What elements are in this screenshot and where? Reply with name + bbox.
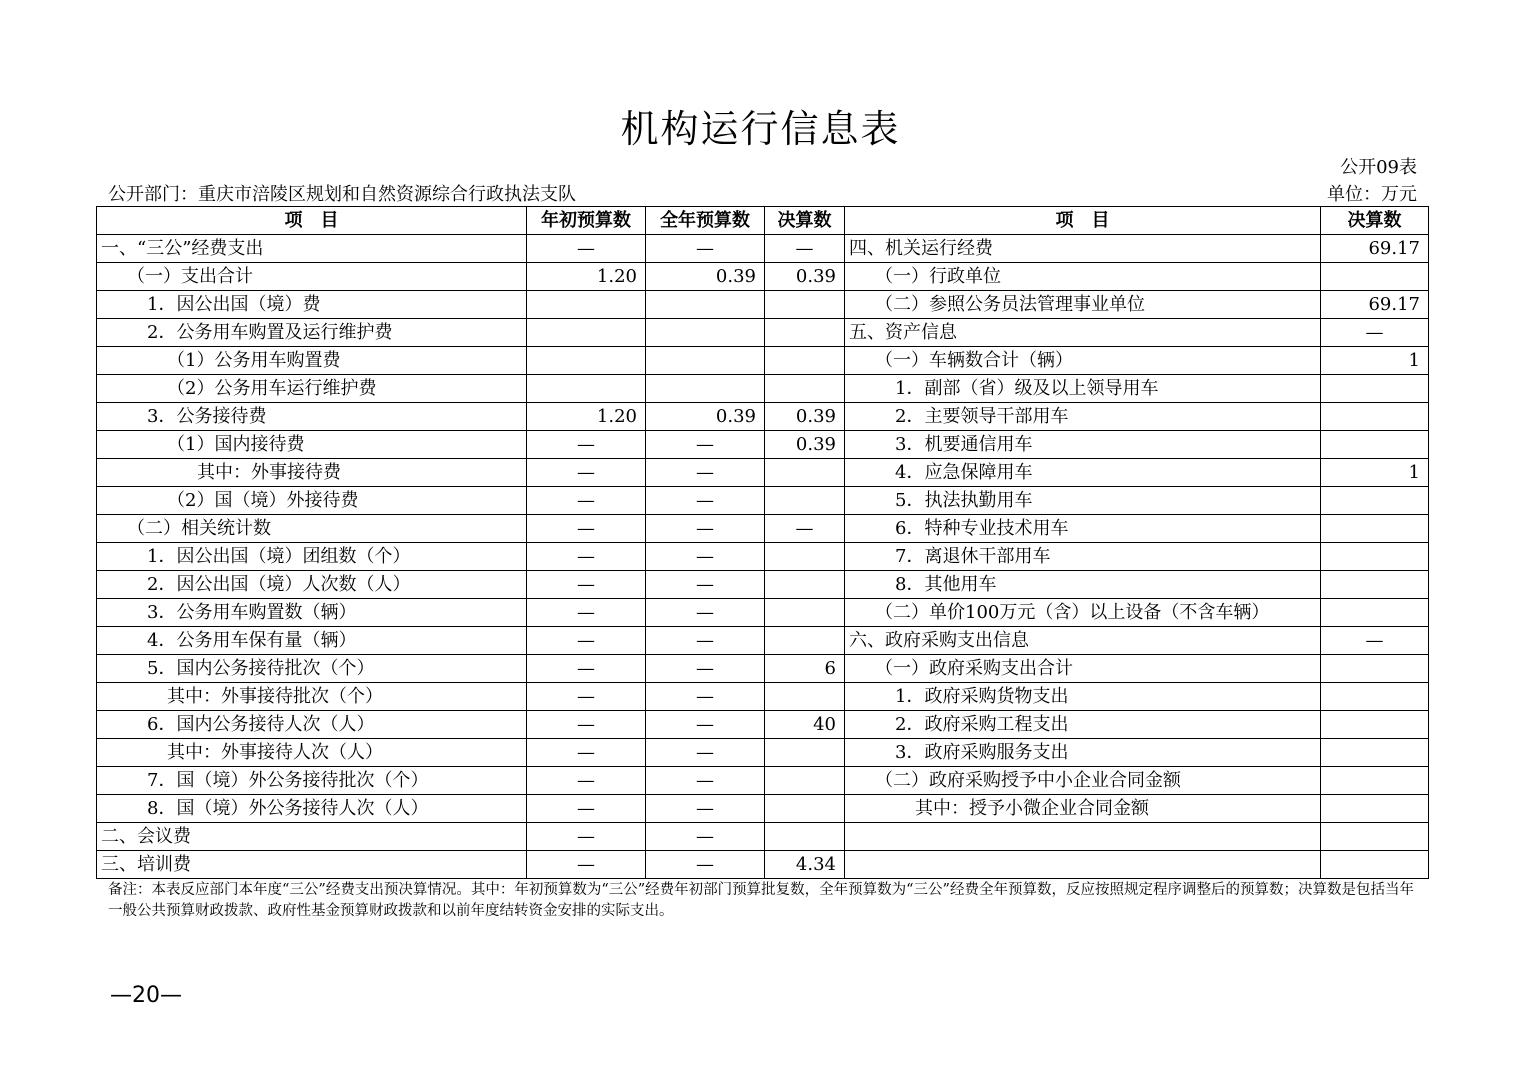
- budget-initial-cell: —: [527, 795, 646, 823]
- right-item-cell: （二）参照公务员法管理事业单位: [845, 291, 1321, 319]
- budget-full-cell: —: [646, 235, 765, 263]
- right-item-cell: 3．机要通信用车: [845, 431, 1321, 459]
- page-title: 机构运行信息表: [620, 107, 901, 151]
- right-item-cell: （一）行政单位: [845, 263, 1321, 291]
- final-left-cell: 0.39: [765, 431, 845, 459]
- budget-initial-cell: —: [527, 235, 646, 263]
- right-item-cell: [845, 851, 1321, 879]
- table-row: [97, 571, 1429, 599]
- budget-initial-cell: —: [527, 515, 646, 543]
- table-row: [97, 459, 1429, 487]
- budget-full-cell: —: [646, 711, 765, 739]
- left-item-cell: （二）相关统计数: [97, 515, 527, 543]
- table-row: [97, 627, 1429, 655]
- budget-full-cell: [646, 347, 765, 375]
- budget-initial-cell: —: [527, 487, 646, 515]
- header-final-left: 决算数: [765, 207, 845, 235]
- right-item-cell: 6．特种专业技术用车: [845, 515, 1321, 543]
- final-left-cell: —: [765, 235, 845, 263]
- budget-full-cell: —: [646, 795, 765, 823]
- table-row: [97, 543, 1429, 571]
- budget-initial-cell: —: [527, 543, 646, 571]
- budget-initial-cell: —: [527, 655, 646, 683]
- budget-initial-cell: [527, 291, 646, 319]
- right-item-cell: [845, 823, 1321, 851]
- table-row: [97, 375, 1429, 403]
- budget-full-cell: —: [646, 851, 765, 879]
- final-right-cell: 1: [1321, 459, 1429, 487]
- budget-full-cell: 0.39: [646, 403, 765, 431]
- budget-initial-cell: —: [527, 627, 646, 655]
- budget-initial-cell: 1.20: [527, 263, 646, 291]
- budget-initial-cell: [527, 375, 646, 403]
- table-header-row: [97, 207, 1429, 235]
- right-item-cell: （二）政府采购授予中小企业合同金额: [845, 767, 1321, 795]
- final-left-cell: [765, 347, 845, 375]
- final-left-cell: [765, 599, 845, 627]
- table-row: [97, 767, 1429, 795]
- budget-full-cell: —: [646, 459, 765, 487]
- left-item-cell: 8．国（境）外公务接待人次（人）: [97, 795, 527, 823]
- left-item-cell: （1）国内接待费: [97, 431, 527, 459]
- budget-full-cell: —: [646, 515, 765, 543]
- final-left-cell: —: [765, 515, 845, 543]
- budget-full-cell: —: [646, 571, 765, 599]
- left-item-cell: 其中：外事接待人次（人）: [97, 739, 527, 767]
- final-left-cell: 4.34: [765, 851, 845, 879]
- left-item-cell: 5．国内公务接待批次（个）: [97, 655, 527, 683]
- final-right-cell: [1321, 767, 1429, 795]
- budget-full-cell: —: [646, 655, 765, 683]
- table-row: [97, 487, 1429, 515]
- left-item-cell: 6．国内公务接待人次（人）: [97, 711, 527, 739]
- budget-full-cell: [646, 375, 765, 403]
- right-item-cell: （一）政府采购支出合计: [845, 655, 1321, 683]
- budget-initial-cell: [527, 319, 646, 347]
- table-row: [97, 319, 1429, 347]
- final-right-cell: [1321, 487, 1429, 515]
- final-right-cell: [1321, 403, 1429, 431]
- final-right-cell: [1321, 711, 1429, 739]
- budget-initial-cell: —: [527, 599, 646, 627]
- budget-full-cell: 0.39: [646, 263, 765, 291]
- budget-full-cell: [646, 291, 765, 319]
- budget-full-cell: [646, 319, 765, 347]
- budget-full-cell: —: [646, 431, 765, 459]
- table-code: 公开09表: [1340, 157, 1417, 178]
- budget-initial-cell: —: [527, 739, 646, 767]
- right-item-cell: 1．副部（省）级及以上领导用车: [845, 375, 1321, 403]
- final-right-cell: [1321, 375, 1429, 403]
- department-label: 公开部门：重庆市涪陵区规划和自然资源综合行政执法支队: [108, 184, 576, 205]
- right-item-cell: 2．政府采购工程支出: [845, 711, 1321, 739]
- right-item-cell: 1．政府采购货物支出: [845, 683, 1321, 711]
- final-left-cell: [765, 571, 845, 599]
- final-right-cell: —: [1321, 319, 1429, 347]
- final-right-cell: [1321, 851, 1429, 879]
- final-left-cell: [765, 767, 845, 795]
- final-right-cell: [1321, 823, 1429, 851]
- budget-full-cell: —: [646, 739, 765, 767]
- final-right-cell: [1321, 683, 1429, 711]
- final-left-cell: [765, 319, 845, 347]
- final-left-cell: 6: [765, 655, 845, 683]
- table-row: [97, 599, 1429, 627]
- table-row: [97, 711, 1429, 739]
- header-budget-full: 全年预算数: [646, 207, 765, 235]
- budget-initial-cell: —: [527, 823, 646, 851]
- budget-initial-cell: —: [527, 767, 646, 795]
- budget-full-cell: —: [646, 599, 765, 627]
- final-right-cell: [1321, 571, 1429, 599]
- final-left-cell: [765, 459, 845, 487]
- right-item-cell: 8．其他用车: [845, 571, 1321, 599]
- budget-full-cell: —: [646, 823, 765, 851]
- final-left-cell: [765, 823, 845, 851]
- budget-initial-cell: 1.20: [527, 403, 646, 431]
- final-left-cell: 40: [765, 711, 845, 739]
- unit-label: 单位：万元: [1327, 184, 1417, 205]
- budget-initial-cell: —: [527, 431, 646, 459]
- right-item-cell: 2．主要领导干部用车: [845, 403, 1321, 431]
- table-row: [97, 655, 1429, 683]
- table-row: [97, 683, 1429, 711]
- budget-initial-cell: —: [527, 459, 646, 487]
- header-left-item: 项 目: [97, 207, 527, 235]
- left-item-cell: 4．公务用车保有量（辆）: [97, 627, 527, 655]
- right-item-cell: （二）单价100万元（含）以上设备（不含车辆）: [845, 599, 1321, 627]
- left-item-cell: 1．因公出国（境）团组数（个）: [97, 543, 527, 571]
- left-item-cell: （1）公务用车购置费: [97, 347, 527, 375]
- right-item-cell: 7．离退休干部用车: [845, 543, 1321, 571]
- final-right-cell: 69.17: [1321, 291, 1429, 319]
- table-row: [97, 235, 1429, 263]
- final-right-cell: 69.17: [1321, 235, 1429, 263]
- final-right-cell: [1321, 431, 1429, 459]
- left-item-cell: 二、会议费: [97, 823, 527, 851]
- table-row: [97, 263, 1429, 291]
- final-left-cell: [765, 795, 845, 823]
- left-item-cell: 其中：外事接待批次（个）: [97, 683, 527, 711]
- final-right-cell: [1321, 515, 1429, 543]
- left-item-cell: 2．因公出国（境）人次数（人）: [97, 571, 527, 599]
- final-right-cell: [1321, 543, 1429, 571]
- final-left-cell: 0.39: [765, 263, 845, 291]
- budget-full-cell: —: [646, 543, 765, 571]
- table-body: [97, 235, 1429, 879]
- final-right-cell: [1321, 655, 1429, 683]
- header-right-item: 项 目: [845, 207, 1321, 235]
- right-item-cell: 其中：授予小微企业合同金额: [845, 795, 1321, 823]
- footnote: 备注：本表反应部门本年度“三公”经费支出预决算情况。其中：年初预算数为“三公”经费年初部门预算批复数，全年预算数为“三公”经费全年预算数，反应按照规定程序调整后的预算数；决算数是包括当年一般公共预算财政拨款、政府性基金预算财政拨款和以前年度结转资金安排的实际支出。: [108, 882, 1414, 919]
- table-row: [97, 515, 1429, 543]
- final-left-cell: [765, 739, 845, 767]
- final-left-cell: [765, 543, 845, 571]
- left-item-cell: 2．公务用车购置及运行维护费: [97, 319, 527, 347]
- budget-full-cell: —: [646, 627, 765, 655]
- left-item-cell: 3．公务接待费: [97, 403, 527, 431]
- page-number: —20—: [110, 983, 182, 1008]
- final-right-cell: [1321, 599, 1429, 627]
- final-right-cell: [1321, 263, 1429, 291]
- table-row: [97, 291, 1429, 319]
- table-row: [97, 795, 1429, 823]
- final-right-cell: —: [1321, 627, 1429, 655]
- left-item-cell: （一）支出合计: [97, 263, 527, 291]
- final-left-cell: 0.39: [765, 403, 845, 431]
- table-row: [97, 823, 1429, 851]
- table-row: [97, 739, 1429, 767]
- left-item-cell: （2）公务用车运行维护费: [97, 375, 527, 403]
- info-table: [96, 206, 1429, 879]
- table-row: [97, 851, 1429, 879]
- final-left-cell: [765, 487, 845, 515]
- left-item-cell: 1．因公出国（境）费: [97, 291, 527, 319]
- left-item-cell: 其中：外事接待费: [97, 459, 527, 487]
- final-right-cell: [1321, 795, 1429, 823]
- right-item-cell: 四、机关运行经费: [845, 235, 1321, 263]
- final-left-cell: [765, 375, 845, 403]
- budget-initial-cell: —: [527, 711, 646, 739]
- budget-full-cell: —: [646, 683, 765, 711]
- table-row: [97, 403, 1429, 431]
- final-left-cell: [765, 627, 845, 655]
- budget-initial-cell: [527, 347, 646, 375]
- table-row: [97, 431, 1429, 459]
- header-budget-initial: 年初预算数: [527, 207, 646, 235]
- table-row: [97, 347, 1429, 375]
- right-item-cell: 5．执法执勤用车: [845, 487, 1321, 515]
- final-left-cell: [765, 683, 845, 711]
- right-item-cell: 六、政府采购支出信息: [845, 627, 1321, 655]
- left-item-cell: 三、培训费: [97, 851, 527, 879]
- right-item-cell: （一）车辆数合计（辆）: [845, 347, 1321, 375]
- final-left-cell: [765, 291, 845, 319]
- left-item-cell: 3．公务用车购置数（辆）: [97, 599, 527, 627]
- final-right-cell: 1: [1321, 347, 1429, 375]
- header-final-right: 决算数: [1321, 207, 1429, 235]
- budget-initial-cell: —: [527, 851, 646, 879]
- budget-full-cell: —: [646, 487, 765, 515]
- final-right-cell: [1321, 739, 1429, 767]
- left-item-cell: （2）国（境）外接待费: [97, 487, 527, 515]
- left-item-cell: 7．国（境）外公务接待批次（个）: [97, 767, 527, 795]
- right-item-cell: 五、资产信息: [845, 319, 1321, 347]
- budget-full-cell: —: [646, 767, 765, 795]
- budget-initial-cell: —: [527, 571, 646, 599]
- right-item-cell: 3．政府采购服务支出: [845, 739, 1321, 767]
- budget-initial-cell: —: [527, 683, 646, 711]
- right-item-cell: 4．应急保障用车: [845, 459, 1321, 487]
- left-item-cell: 一、“三公”经费支出: [97, 235, 527, 263]
